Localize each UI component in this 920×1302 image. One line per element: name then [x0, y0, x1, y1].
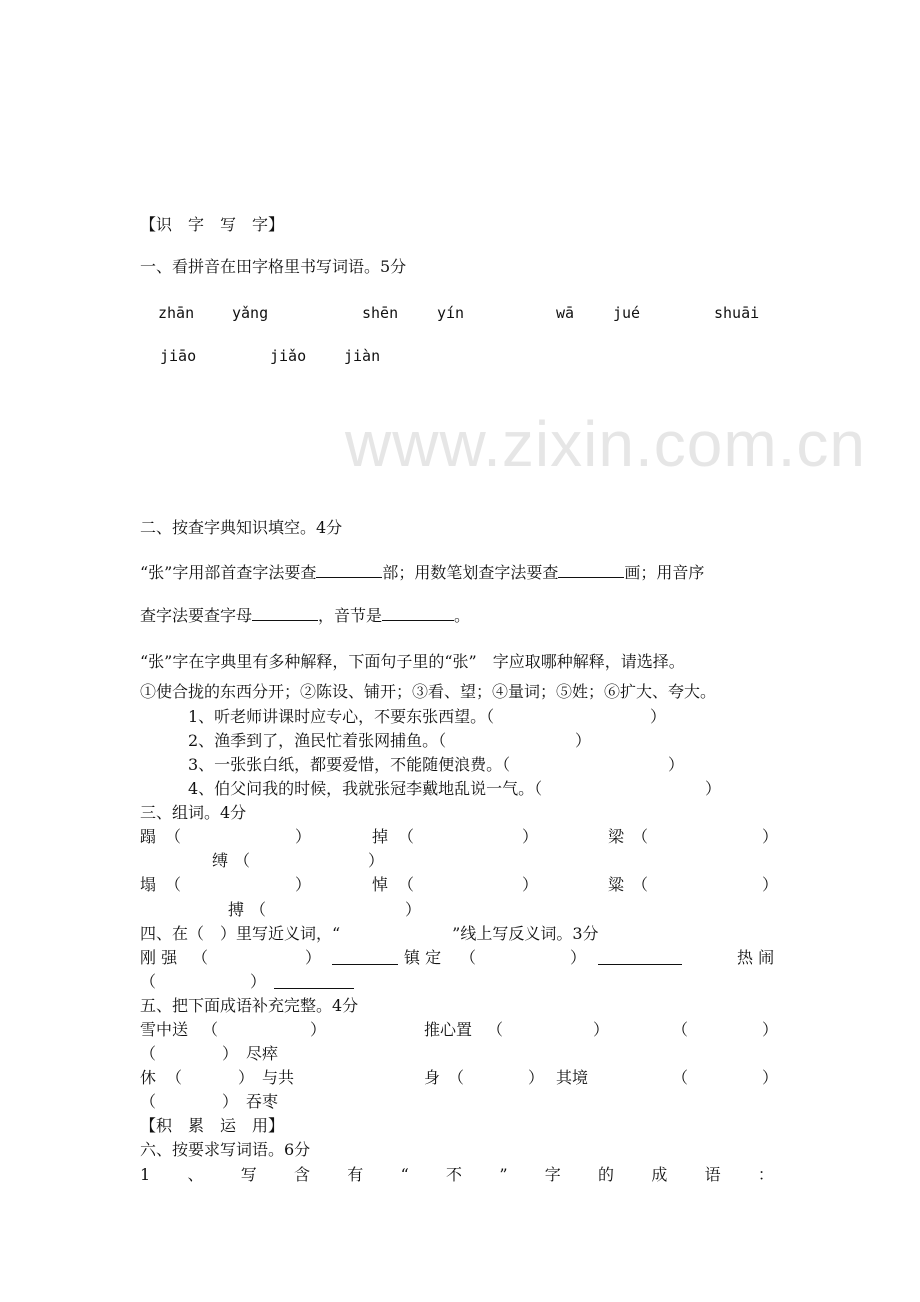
watermark: www.zixin.com.cn	[345, 408, 866, 480]
question-6-line	[140, 1165, 774, 1185]
pinyin: jiàn	[344, 347, 381, 365]
choice-item: 2、渔季到了，渔民忙着张网捕鱼。（	[188, 731, 447, 750]
paren: ）	[570, 948, 587, 967]
text: 画；用音序	[624, 563, 705, 582]
choice-item: 3、一张张白纸，都要爱惜，不能随便浪费。（	[188, 755, 511, 774]
paren: ）	[310, 1020, 327, 1039]
paren: （	[632, 875, 649, 894]
paren: ）	[405, 900, 422, 919]
char: 语	[704, 1165, 721, 1184]
paren: ）	[305, 948, 322, 967]
paren: （	[672, 1068, 689, 1087]
pinyin: shuāi	[714, 304, 760, 322]
section-heading-accumulation: 【积 累 运 用】	[140, 1116, 285, 1135]
paren: ）	[762, 1068, 779, 1087]
word: 热 闹	[737, 948, 775, 967]
idiom-part: 其境	[556, 1068, 589, 1087]
word: 镇 定	[404, 948, 442, 967]
question-4-title: 四、在（ ）里写近义词，“ ”线上写反义词。3分	[140, 924, 599, 943]
paren: ）	[238, 1068, 255, 1087]
blank[interactable]	[558, 563, 624, 578]
paren: ）	[650, 707, 667, 726]
question-2-line: “张”字在字典里有多种解释，下面句子里的“张” 字应取哪种解释，请选择。	[140, 652, 685, 671]
pinyin: jué	[613, 304, 641, 322]
char: 掉	[372, 827, 389, 846]
paren: ）	[368, 851, 385, 870]
paren: （	[234, 851, 251, 870]
paren: （	[460, 948, 477, 967]
blank[interactable]	[382, 606, 454, 621]
char: “	[400, 1165, 409, 1184]
definitions-list: ①使合拢的东西分开；②陈设、铺开；③看、望；④量词；⑤姓；⑥扩大、夸大。	[140, 682, 717, 701]
paren: ）	[222, 1044, 239, 1063]
char: 字	[544, 1165, 561, 1184]
text: 部；用数笔划查字法要查	[382, 563, 559, 582]
paren: （	[398, 875, 415, 894]
paren: （	[448, 1068, 465, 1087]
pinyin: shēn	[362, 304, 399, 322]
pinyin: yín	[437, 304, 465, 322]
word: 刚 强	[140, 948, 178, 967]
paren: （	[165, 827, 182, 846]
paren: ）	[250, 972, 267, 991]
idiom-part: 吞枣	[246, 1092, 279, 1111]
char: 塌	[140, 875, 157, 894]
pinyin: jiǎo	[270, 347, 307, 365]
text: 。	[454, 606, 471, 625]
char: 不	[446, 1165, 463, 1184]
blank[interactable]	[316, 563, 382, 578]
paren: ）	[762, 875, 779, 894]
char: 悼	[372, 875, 389, 894]
paren: ）	[222, 1092, 239, 1111]
char: 有	[347, 1165, 364, 1184]
question-2-title: 二、按查字典知识填空。4分	[140, 518, 343, 537]
paren: ）	[762, 827, 779, 846]
section-heading-literacy: 【识 字 写 字】	[140, 215, 285, 234]
paren: ）	[575, 731, 592, 750]
paren: （	[140, 1044, 157, 1063]
char: 写	[240, 1165, 257, 1184]
text: “张”字用部首查字法要查	[140, 563, 317, 582]
question-1-title: 一、看拼音在田字格里书写词语。5分	[140, 257, 407, 276]
text: ，音节是	[318, 606, 383, 625]
idiom-part: 休	[140, 1068, 157, 1087]
question-3-title: 三、组词。4分	[140, 803, 247, 822]
paren: （	[140, 1092, 157, 1111]
idiom-part: 与共	[262, 1068, 295, 1087]
question-5-title: 五、把下面成语补充完整。4分	[140, 996, 359, 1015]
blank[interactable]	[332, 950, 398, 965]
paren: （	[398, 827, 415, 846]
question-2-line	[140, 563, 704, 583]
char: 成	[651, 1165, 668, 1184]
char: 粱	[608, 875, 625, 894]
paren: （	[487, 1020, 504, 1039]
blank[interactable]	[598, 950, 682, 965]
question-6-title: 六、按要求写词语。6分	[140, 1140, 311, 1159]
paren: （	[632, 827, 649, 846]
pinyin: zhān	[158, 304, 195, 322]
paren: ）	[668, 755, 685, 774]
idiom-part: 推心置	[424, 1020, 473, 1039]
char: ：	[757, 1165, 774, 1184]
paren: （	[672, 1020, 689, 1039]
paren: （	[140, 972, 157, 991]
char: 搏	[228, 900, 245, 919]
paren: （	[202, 1020, 219, 1039]
choice-item: 1、听老师讲课时应专心，不要东张西望。（	[188, 707, 495, 726]
char: 蹋	[140, 827, 157, 846]
paren: （	[250, 900, 267, 919]
paren: ）	[705, 779, 722, 798]
choice-item: 4、伯父问我的时候，我就张冠李戴地乱说一气。（	[188, 779, 543, 798]
char: 1	[140, 1165, 151, 1184]
paren: （	[166, 1068, 183, 1087]
char: 梁	[608, 827, 625, 846]
paren: （	[165, 875, 182, 894]
pinyin: jiāo	[160, 347, 197, 365]
idiom-part: 尽瘁	[246, 1044, 279, 1063]
char: 含	[294, 1165, 311, 1184]
paren: （	[192, 948, 209, 967]
blank[interactable]	[252, 606, 318, 621]
text: 查字法要查字母	[140, 606, 253, 625]
idiom-part: 雪中送	[140, 1020, 189, 1039]
char: 、	[187, 1165, 204, 1184]
char: 的	[598, 1165, 615, 1184]
paren: ）	[762, 1020, 779, 1039]
paren: ）	[295, 875, 312, 894]
paren: ）	[295, 827, 312, 846]
paren: ）	[593, 1020, 610, 1039]
char: 缚	[212, 851, 229, 870]
pinyin: wā	[556, 304, 575, 322]
char: ”	[499, 1165, 508, 1184]
paren: ）	[522, 827, 539, 846]
blank[interactable]	[274, 974, 354, 989]
pinyin: yǎng	[232, 304, 269, 322]
question-2-line	[140, 606, 470, 626]
paren: ）	[528, 1068, 545, 1087]
idiom-part: 身	[424, 1068, 441, 1087]
paren: ）	[522, 875, 539, 894]
